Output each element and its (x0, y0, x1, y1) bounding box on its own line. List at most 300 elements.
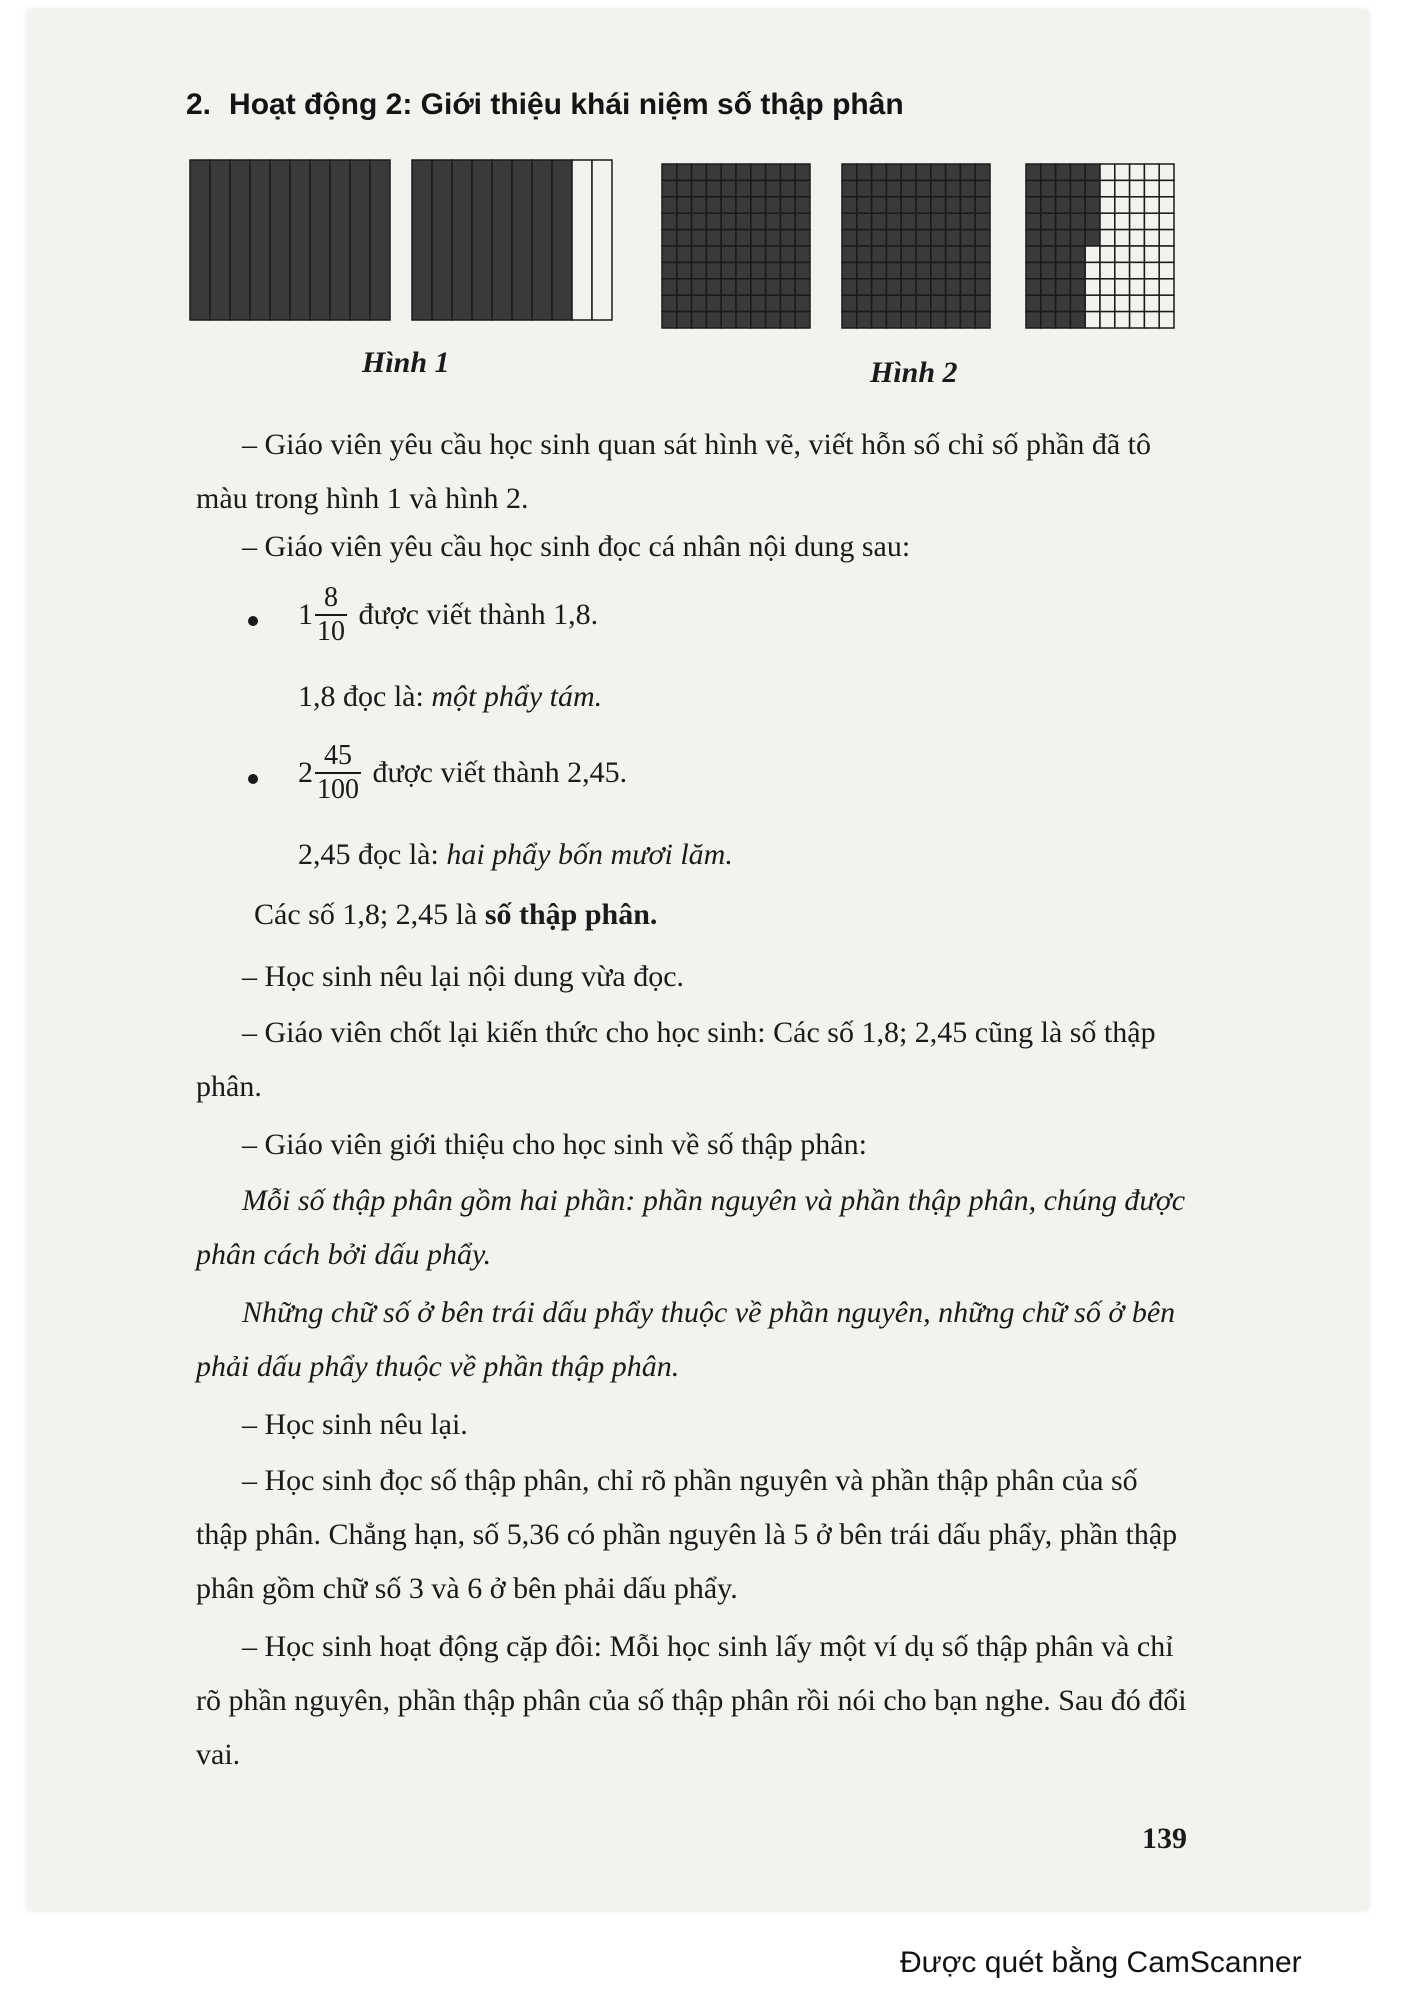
grid-cell (677, 230, 692, 246)
grid-cell (1085, 262, 1100, 278)
grid-cell (1041, 164, 1056, 180)
grid-cell (931, 180, 946, 196)
grid-cell (975, 312, 990, 328)
grid-cell (1056, 279, 1071, 295)
grid-cell (1144, 246, 1159, 262)
grid-cell (901, 262, 916, 278)
grid-cell (1159, 164, 1174, 180)
summary-line (254, 898, 657, 932)
grid-cell (662, 197, 677, 213)
mixed-number-2-line (298, 740, 627, 806)
grid-cell (736, 180, 751, 196)
grid-cell (751, 180, 766, 196)
grid-cell (1144, 295, 1159, 311)
grid-cell (692, 279, 707, 295)
reading-2 (298, 838, 733, 872)
paragraph-conclusion: – Giáo viên chốt lại kiến thức cho học sinh: Các số 1,8; 2,45 cũng là số thập phân. (196, 1016, 1156, 1103)
grid-cell (931, 246, 946, 262)
grid-cell (677, 262, 692, 278)
grid-cell (1070, 246, 1085, 262)
grid-cell (931, 262, 946, 278)
grid-cell (1115, 213, 1130, 229)
grid-cell (931, 213, 946, 229)
grid-cell (960, 164, 975, 180)
reading-2-prefix: 2,45 đọc là: (298, 838, 447, 871)
grid-cell (721, 230, 736, 246)
grid-cell (766, 262, 781, 278)
grid-cell (901, 164, 916, 180)
hinh2-grid-1 (660, 162, 812, 330)
grid-cell (1130, 213, 1145, 229)
grid-cell (931, 279, 946, 295)
grid-cell (1085, 279, 1100, 295)
grid-cell (1159, 262, 1174, 278)
grid-cell (1115, 230, 1130, 246)
paragraph-student-repeat: – Học sinh nêu lại. (242, 1408, 468, 1441)
grid-cell (751, 213, 766, 229)
grid-cell (692, 164, 707, 180)
grid-cell (1115, 279, 1130, 295)
grid-cell (857, 213, 872, 229)
grid-cell (1026, 279, 1041, 295)
grid-cell (857, 262, 872, 278)
grid-cell (1159, 312, 1174, 328)
grid-cell (1100, 197, 1115, 213)
hinh1-bar-partial (410, 158, 614, 322)
hinh2-caption: Hình 2 (870, 356, 958, 389)
grid-cell (1100, 312, 1115, 328)
grid-cell (721, 197, 736, 213)
grid-cell (662, 230, 677, 246)
grid-cell (795, 197, 810, 213)
grid-cell (721, 312, 736, 328)
grid-cell (751, 230, 766, 246)
grid-cell (1085, 230, 1100, 246)
hinh1-bar-full (188, 158, 392, 322)
grid-cell (1041, 262, 1056, 278)
grid-cell (886, 230, 901, 246)
grid-cell (706, 262, 721, 278)
grid-cell (736, 262, 751, 278)
grid-cell (960, 197, 975, 213)
grid-cell (780, 197, 795, 213)
grid-cell (886, 180, 901, 196)
grid-cell (692, 262, 707, 278)
strip (452, 160, 472, 320)
strip (532, 160, 552, 320)
grid-cell (1130, 164, 1145, 180)
hinh2-grid-2-svg (840, 162, 992, 330)
grid-cell (1100, 213, 1115, 229)
grid-cell (857, 295, 872, 311)
grid-cell (975, 164, 990, 180)
summary-term: số thập phân. (484, 898, 658, 931)
grid-cell (1144, 279, 1159, 295)
grid-cell (1056, 262, 1071, 278)
grid-cell (706, 279, 721, 295)
grid-cell (795, 279, 810, 295)
grid-cell (916, 230, 931, 246)
grid-cell (692, 230, 707, 246)
grid-cell (780, 262, 795, 278)
grid-cell (1026, 312, 1041, 328)
grid-cell (766, 279, 781, 295)
strip (512, 160, 532, 320)
grid-cell (706, 180, 721, 196)
grid-cell (1056, 312, 1071, 328)
grid-cell (1159, 279, 1174, 295)
grid-cell (857, 312, 872, 328)
grid-cell (857, 164, 872, 180)
grid-cell (901, 197, 916, 213)
grid-cell (1026, 197, 1041, 213)
grid-cell (1070, 213, 1085, 229)
grid-cell (872, 213, 887, 229)
grid-cell (1115, 180, 1130, 196)
grid-cell (1130, 295, 1145, 311)
grid-cell (916, 279, 931, 295)
grid-cell (1085, 180, 1100, 196)
hinh2-grid-3-svg (1024, 162, 1176, 330)
grid-cell (960, 180, 975, 196)
grid-cell (960, 246, 975, 262)
grid-cell (1056, 213, 1071, 229)
grid-cell (1026, 246, 1041, 262)
grid-cell (706, 312, 721, 328)
grid-cell (857, 230, 872, 246)
strip (432, 160, 452, 320)
grid-cell (931, 230, 946, 246)
grid-cell (916, 197, 931, 213)
grid-cell (1144, 213, 1159, 229)
grid-cell (1144, 164, 1159, 180)
paragraph-observe: – Giáo viên yêu cầu học sinh quan sát hình vẽ, viết hỗn số chỉ số phần đã tô màu trong hình 1 và hình 2. (196, 428, 1151, 515)
grid-cell (886, 197, 901, 213)
grid-cell (901, 180, 916, 196)
grid-cell (662, 180, 677, 196)
grid-cell (736, 279, 751, 295)
grid-cell (946, 295, 961, 311)
grid-cell (1026, 164, 1041, 180)
strip (210, 160, 230, 320)
grid-cell (960, 262, 975, 278)
strip (350, 160, 370, 320)
grid-cell (872, 262, 887, 278)
grid-cell (1026, 262, 1041, 278)
grid-cell (706, 246, 721, 262)
page-number: 139 (1142, 1822, 1187, 1855)
hinh2-grid-2 (840, 162, 992, 330)
grid-cell (1070, 312, 1085, 328)
grid-cell (1041, 197, 1056, 213)
grid-cell (901, 295, 916, 311)
grid-cell (1144, 180, 1159, 196)
grid-cell (780, 213, 795, 229)
grid-cell (1041, 180, 1056, 196)
grid-cell (736, 312, 751, 328)
definition-parts: Mỗi số thập phân gồm hai phần: phần nguyên và phần thập phân, chúng được phân cách bởi dấu phẩy. (196, 1184, 1186, 1271)
grid-cell (1026, 295, 1041, 311)
grid-cell (886, 295, 901, 311)
grid-cell (766, 246, 781, 262)
grid-cell (1085, 295, 1100, 311)
grid-cell (1130, 246, 1145, 262)
grid-cell (946, 230, 961, 246)
grid-cell (886, 246, 901, 262)
grid-cell (1100, 230, 1115, 246)
grid-cell (842, 279, 857, 295)
grid-cell (1130, 197, 1145, 213)
grid-cell (1056, 164, 1071, 180)
grid-cell (751, 295, 766, 311)
grid-cell (766, 213, 781, 229)
grid-cell (886, 279, 901, 295)
grid-cell (721, 180, 736, 196)
grid-cell (960, 279, 975, 295)
fraction-denominator: 100 (317, 774, 359, 805)
grid-cell (946, 312, 961, 328)
grid-cell (1041, 213, 1056, 229)
grid-cell (780, 180, 795, 196)
grid-cell (751, 312, 766, 328)
grid-cell (872, 164, 887, 180)
grid-cell (780, 279, 795, 295)
grid-cell (662, 262, 677, 278)
grid-cell (1070, 164, 1085, 180)
grid-cell (886, 213, 901, 229)
grid-cell (662, 246, 677, 262)
reading-1 (298, 680, 602, 714)
section-number: 2. (186, 88, 212, 121)
grid-cell (1085, 312, 1100, 328)
grid-cell (751, 246, 766, 262)
grid-cell (766, 295, 781, 311)
grid-cell (795, 180, 810, 196)
grid-cell (692, 295, 707, 311)
grid-cell (1159, 197, 1174, 213)
grid-cell (736, 213, 751, 229)
grid-cell (795, 213, 810, 229)
grid-cell (677, 180, 692, 196)
strip (290, 160, 310, 320)
grid-cell (736, 246, 751, 262)
grid-cell (842, 197, 857, 213)
grid-cell (780, 230, 795, 246)
grid-cell (751, 164, 766, 180)
grid-cell (1070, 262, 1085, 278)
grid-cell (1144, 197, 1159, 213)
grid-cell (677, 197, 692, 213)
grid-cell (795, 262, 810, 278)
grid-cell (1100, 279, 1115, 295)
grid-cell (1026, 213, 1041, 229)
grid-cell (1026, 230, 1041, 246)
grid-cell (946, 213, 961, 229)
grid-cell (766, 230, 781, 246)
grid-cell (1159, 213, 1174, 229)
grid-cell (946, 164, 961, 180)
grid-cell (1085, 213, 1100, 229)
fraction-numerator: 45 (315, 740, 361, 774)
grid-cell (901, 230, 916, 246)
grid-cell (886, 164, 901, 180)
grid-cell (692, 180, 707, 196)
paragraph-pair-activity: – Học sinh hoạt động cặp đôi: Mỗi học sinh lấy một ví dụ số thập phân và chỉ rõ phần nguyên, phần thập phân của số thập phân rồi nói cho bạn nghe. Sau đó đổi vai. (196, 1630, 1187, 1771)
mixed-number-1-whole: 1 (298, 598, 313, 631)
grid-cell (1159, 246, 1174, 262)
grid-cell (780, 246, 795, 262)
grid-cell (1070, 279, 1085, 295)
grid-cell (1070, 180, 1085, 196)
grid-cell (857, 246, 872, 262)
grid-cell (872, 197, 887, 213)
grid-cell (736, 164, 751, 180)
grid-cell (692, 197, 707, 213)
grid-cell (1115, 197, 1130, 213)
grid-cell (931, 164, 946, 180)
grid-cell (975, 295, 990, 311)
grid-cell (1056, 246, 1071, 262)
strip (330, 160, 350, 320)
grid-cell (1041, 230, 1056, 246)
hinh1-bar-partial-svg (410, 158, 614, 322)
strip (492, 160, 512, 320)
grid-cell (662, 295, 677, 311)
scanner-watermark: Được quét bằng CamScanner (900, 1946, 1302, 1979)
grid-cell (842, 312, 857, 328)
grid-cell (706, 197, 721, 213)
grid-cell (960, 213, 975, 229)
grid-cell (916, 213, 931, 229)
grid-cell (842, 180, 857, 196)
strip (572, 160, 592, 320)
grid-cell (1130, 262, 1145, 278)
grid-cell (1115, 295, 1130, 311)
grid-cell (842, 164, 857, 180)
strip (552, 160, 572, 320)
grid-cell (872, 230, 887, 246)
grid-cell (1041, 246, 1056, 262)
grid-cell (975, 180, 990, 196)
grid-cell (795, 312, 810, 328)
grid-cell (1085, 197, 1100, 213)
grid-cell (857, 180, 872, 196)
grid-cell (721, 262, 736, 278)
strip (230, 160, 250, 320)
grid-cell (766, 312, 781, 328)
grid-cell (706, 295, 721, 311)
grid-cell (1100, 246, 1115, 262)
grid-cell (721, 279, 736, 295)
grid-cell (766, 180, 781, 196)
hinh1-caption: Hình 1 (362, 346, 450, 379)
bullet-dot (248, 616, 258, 626)
mixed-number-1-text: được viết thành 1,8. (351, 598, 599, 631)
grid-cell (677, 213, 692, 229)
hinh2-grid-3 (1024, 162, 1176, 330)
grid-cell (901, 279, 916, 295)
grid-cell (1115, 262, 1130, 278)
grid-cell (1159, 295, 1174, 311)
mixed-number-2-whole: 2 (298, 756, 313, 789)
strip (270, 160, 290, 320)
strip (190, 160, 210, 320)
grid-cell (931, 312, 946, 328)
grid-cell (721, 246, 736, 262)
grid-cell (780, 164, 795, 180)
grid-cell (975, 262, 990, 278)
grid-cell (901, 213, 916, 229)
grid-cell (677, 164, 692, 180)
fraction-numerator: 8 (315, 582, 347, 616)
grid-cell (842, 246, 857, 262)
grid-cell (692, 312, 707, 328)
strip (412, 160, 432, 320)
grid-cell (872, 180, 887, 196)
grid-cell (1056, 230, 1071, 246)
grid-cell (842, 295, 857, 311)
grid-cell (1085, 164, 1100, 180)
fraction-denominator: 10 (317, 616, 345, 647)
mixed-number-2-fraction (315, 740, 361, 806)
grid-cell (946, 279, 961, 295)
grid-cell (1100, 164, 1115, 180)
grid-cell (1144, 312, 1159, 328)
grid-cell (1100, 262, 1115, 278)
grid-cell (795, 295, 810, 311)
grid-cell (721, 213, 736, 229)
grid-cell (901, 246, 916, 262)
grid-cell (1115, 312, 1130, 328)
grid-cell (662, 312, 677, 328)
grid-cell (1115, 164, 1130, 180)
grid-cell (1070, 197, 1085, 213)
grid-cell (886, 312, 901, 328)
grid-cell (975, 197, 990, 213)
grid-cell (872, 246, 887, 262)
grid-cell (677, 295, 692, 311)
grid-cell (1041, 312, 1056, 328)
grid-cell (946, 180, 961, 196)
paragraph-introduce: – Giáo viên giới thiệu cho học sinh về số thập phân: (242, 1128, 867, 1161)
grid-cell (1144, 230, 1159, 246)
reading-1-value: một phẩy tám. (431, 680, 603, 713)
grid-cell (916, 180, 931, 196)
paragraph-repeat: – Học sinh nêu lại nội dung vừa đọc. (242, 960, 685, 993)
grid-cell (662, 213, 677, 229)
mixed-number-2-text: được viết thành 2,45. (365, 756, 628, 789)
grid-cell (916, 246, 931, 262)
grid-cell (1026, 180, 1041, 196)
grid-cell (692, 246, 707, 262)
grid-cell (736, 197, 751, 213)
grid-cell (751, 262, 766, 278)
grid-cell (795, 164, 810, 180)
grid-cell (1159, 230, 1174, 246)
grid-cell (795, 246, 810, 262)
grid-cell (662, 164, 677, 180)
grid-cell (842, 213, 857, 229)
grid-cell (946, 197, 961, 213)
grid-cell (1130, 279, 1145, 295)
grid-cell (706, 213, 721, 229)
summary-prefix: Các số 1,8; 2,45 là (254, 898, 485, 931)
grid-cell (916, 295, 931, 311)
grid-cell (1130, 230, 1145, 246)
strip (310, 160, 330, 320)
grid-cell (1056, 197, 1071, 213)
grid-cell (857, 197, 872, 213)
